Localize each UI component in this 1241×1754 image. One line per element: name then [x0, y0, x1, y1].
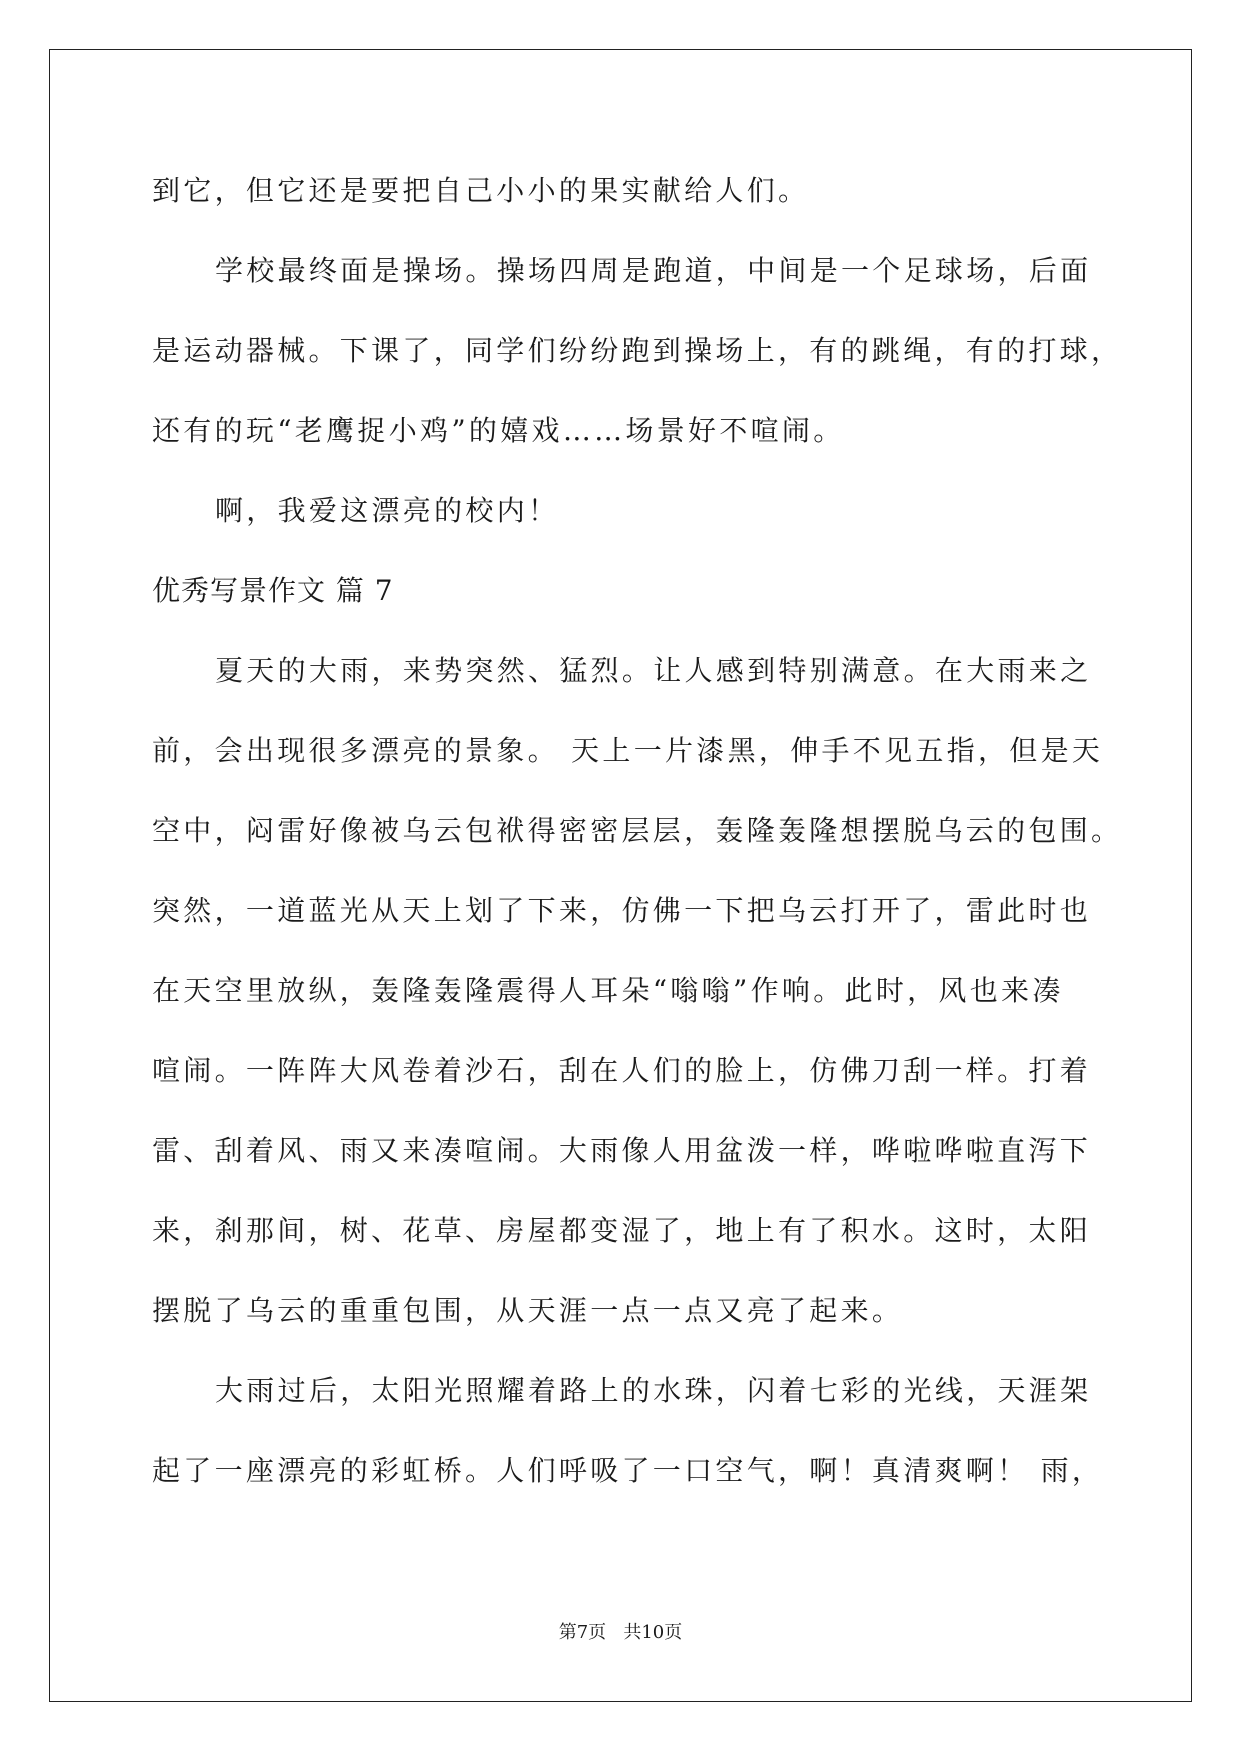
text-line: 学校最终面是操场。操场四周是跑道，中间是一个足球场，后面: [215, 254, 1092, 287]
text-line: 是运动器械。下课了，同学们纷纷跑到操场上，有的跳绳，有的打球，: [152, 334, 1123, 367]
text-line: 喧闹。一阵阵大风卷着沙石，刮在人们的脸上，仿佛刀刮一样。打着: [152, 1054, 1092, 1087]
text-line: 到它，但它还是要把自己小小的果实献给人们。: [152, 174, 810, 207]
text-line: 来，刹那间，树、花草、房屋都变湿了，地上有了积水。这时，太阳: [152, 1214, 1092, 1247]
text-line: 在天空里放纵，轰隆轰隆震得人耳朵“嗡嗡”作响。此时，风也来凑: [152, 974, 1064, 1007]
text-line: 还有的玩“老鹰捉小鸡”的嬉戏……场景好不喧闹。: [152, 414, 845, 447]
text-line: 摆脱了乌云的重重包围，从天涯一点一点又亮了起来。: [152, 1294, 904, 1327]
text-line: 前，会出现很多漂亮的景象。 天上一片漆黑，伸手不见五指，但是天: [152, 734, 1104, 767]
text-line: 夏天的大雨，来势突然、猛烈。让人感到特别满意。在大雨来之: [215, 654, 1092, 687]
text-line: 雷、刮着风、雨又来凑喧闹。大雨像人用盆泼一样，哗啦哗啦直泻下: [152, 1134, 1092, 1167]
text-line: 空中，闷雷好像被乌云包袱得密密层层，轰隆轰隆想摆脱乌云的包围。: [152, 814, 1123, 847]
page-number: 第7页 共10页: [558, 1622, 683, 1643]
text-line: 起了一座漂亮的彩虹桥。人们呼吸了一口空气，啊！真清爽啊！ 雨，: [152, 1454, 1104, 1487]
text-line: 突然，一道蓝光从天上划了下来，仿佛一下把乌云打开了，雷此时也: [152, 894, 1092, 927]
section-heading: 优秀写景作文 篇 7: [152, 574, 394, 607]
text-line: 大雨过后，太阳光照耀着路上的水珠，闪着七彩的光线，天涯架: [215, 1374, 1092, 1407]
text-line: 啊，我爱这漂亮的校内！: [215, 494, 560, 527]
